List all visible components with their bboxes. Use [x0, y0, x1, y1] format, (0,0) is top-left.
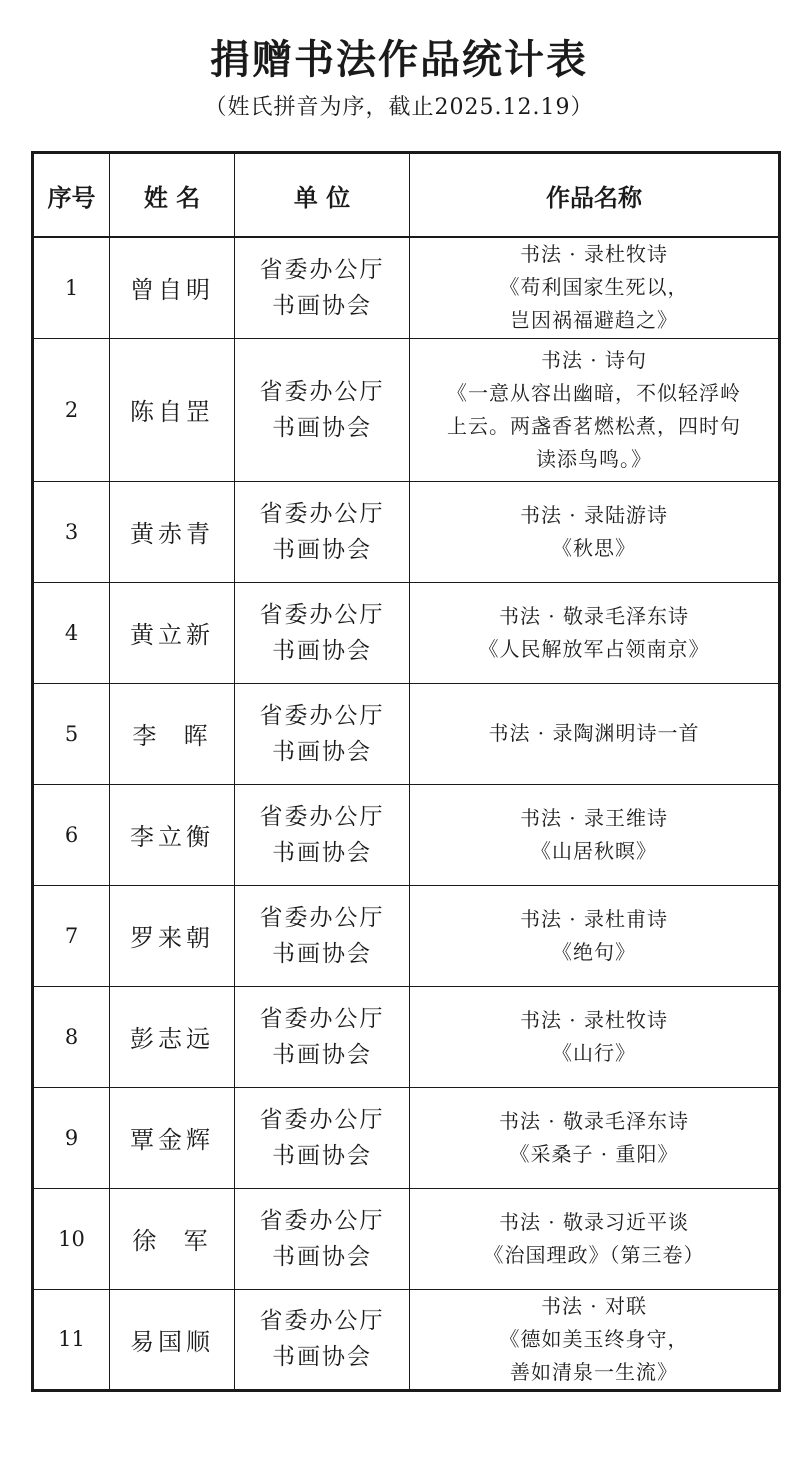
table-row	[33, 1289, 780, 1390]
cell-name: 陈自罡	[110, 338, 235, 481]
work-line: 善如清泉一生流》	[510, 1359, 678, 1384]
table-row	[33, 885, 780, 986]
cell-seq: 3	[33, 481, 110, 582]
page-title: 捐赠书法作品统计表	[210, 37, 588, 83]
cell-name: 李 晖	[110, 683, 235, 784]
table-row	[33, 481, 780, 582]
cell-seq: 2	[33, 338, 110, 481]
cell-name: 黄立新	[110, 582, 235, 683]
cell-work	[410, 1188, 780, 1289]
unit-line: 书画协会	[272, 414, 372, 441]
unit-line: 书画协会	[272, 292, 372, 319]
cell-work	[410, 237, 780, 338]
table-row	[33, 784, 780, 885]
unit-line: 省委办公厅	[259, 702, 385, 729]
unit-line: 省委办公厅	[259, 803, 385, 830]
unit-line: 书画协会	[272, 738, 372, 765]
unit-line: 省委办公厅	[259, 1005, 385, 1032]
header-work: 作品名称	[410, 153, 780, 238]
table-row	[33, 1087, 780, 1188]
cell-work	[410, 885, 780, 986]
work-line: 书法 · 敬录毛泽东诗	[498, 1108, 690, 1133]
unit-line: 省委办公厅	[259, 601, 385, 628]
unit-line: 省委办公厅	[259, 378, 385, 405]
cell-seq: 6	[33, 784, 110, 885]
work-line: 上云。两盏香茗燃松煮，四时句	[447, 413, 741, 438]
unit-line: 省委办公厅	[259, 904, 385, 931]
unit-line: 书画协会	[272, 1243, 372, 1270]
cell-unit	[235, 1289, 410, 1390]
work-line: 书法 · 对联	[540, 1293, 648, 1318]
unit-line: 省委办公厅	[259, 500, 385, 527]
cell-work	[410, 683, 780, 784]
cell-name: 罗来朝	[110, 885, 235, 986]
header-name: 姓 名	[110, 153, 235, 238]
cell-unit	[235, 1188, 410, 1289]
cell-seq: 4	[33, 582, 110, 683]
cell-name: 曾自明	[110, 237, 235, 338]
table-row	[33, 683, 780, 784]
cell-unit	[235, 986, 410, 1087]
cell-seq: 1	[33, 237, 110, 338]
work-line: 《绝句》	[552, 939, 636, 964]
unit-line: 省委办公厅	[259, 256, 385, 283]
cell-unit	[235, 1087, 410, 1188]
work-line: 书法 · 录杜牧诗	[519, 242, 669, 267]
cell-name: 黄赤青	[110, 481, 235, 582]
unit-line: 书画协会	[272, 1041, 372, 1068]
cell-seq: 11	[33, 1289, 110, 1390]
cell-seq: 5	[33, 683, 110, 784]
work-line: 书法 · 录杜甫诗	[519, 906, 669, 931]
work-line: 《秋思》	[552, 535, 636, 560]
unit-line: 书画协会	[272, 1344, 372, 1370]
unit-line: 省委办公厅	[259, 1308, 385, 1334]
cell-name: 李立衡	[110, 784, 235, 885]
work-line: 书法 · 录陆游诗	[519, 502, 669, 527]
table-body	[33, 237, 780, 1390]
cell-unit	[235, 784, 410, 885]
work-line: 《德如美玉终身守，	[499, 1326, 689, 1351]
work-line: 书法 · 录王维诗	[519, 805, 669, 830]
donation-table	[31, 151, 781, 1392]
cell-work	[410, 1289, 780, 1390]
cell-name: 易国顺	[110, 1289, 235, 1390]
table-row	[33, 237, 780, 338]
work-line: 《人民解放军占领南京》	[478, 636, 710, 661]
header-seq: 序号	[33, 153, 110, 238]
cell-name: 彭志远	[110, 986, 235, 1087]
cell-unit	[235, 481, 410, 582]
cell-unit	[235, 582, 410, 683]
work-line: 书法 · 诗句	[540, 347, 648, 372]
cell-unit	[235, 683, 410, 784]
cell-work	[410, 986, 780, 1087]
cell-work	[410, 1087, 780, 1188]
cell-seq: 10	[33, 1188, 110, 1289]
cell-seq: 8	[33, 986, 110, 1087]
cell-unit	[235, 237, 410, 338]
work-line: 《苟利国家生死以，	[499, 275, 689, 300]
unit-line: 书画协会	[272, 1142, 372, 1169]
work-line: 读添鸟鸣。》	[536, 446, 652, 471]
unit-line: 书画协会	[272, 839, 372, 866]
cell-unit	[235, 885, 410, 986]
table-row	[33, 338, 780, 481]
table-row	[33, 1188, 780, 1289]
work-line: 《山居秋暝》	[531, 838, 657, 863]
cell-name: 徐 军	[110, 1188, 235, 1289]
cell-work	[410, 481, 780, 582]
cell-name: 覃金辉	[110, 1087, 235, 1188]
table-header-row	[33, 153, 780, 238]
work-line: 《一意从容出幽暗，不似轻浮岭	[447, 380, 741, 405]
unit-line: 书画协会	[272, 940, 372, 967]
unit-line: 书画协会	[272, 536, 372, 563]
header-unit: 单 位	[235, 153, 410, 238]
unit-line: 省委办公厅	[259, 1207, 385, 1234]
cell-work	[410, 338, 780, 481]
work-line: 《山行》	[552, 1040, 636, 1065]
cell-seq: 9	[33, 1087, 110, 1188]
unit-line: 书画协会	[272, 637, 372, 664]
cell-work	[410, 582, 780, 683]
work-line: 《采桑子 · 重阳》	[509, 1141, 679, 1166]
unit-line: 省委办公厅	[259, 1106, 385, 1133]
work-line: 书法 · 敬录毛泽东诗	[498, 603, 690, 628]
work-line: 《治国理政》（第三卷）	[483, 1242, 705, 1267]
table-row	[33, 986, 780, 1087]
cell-unit	[235, 338, 410, 481]
cell-work	[410, 784, 780, 885]
cell-seq: 7	[33, 885, 110, 986]
work-line: 书法 · 敬录习近平谈	[498, 1209, 690, 1234]
work-line: 岂因祸福避趋之》	[510, 308, 678, 333]
page-subtitle: （姓氏拼音为序，截止2025.12.19）	[204, 95, 594, 120]
work-line: 书法 · 录陶渊明诗一首	[488, 721, 700, 745]
work-line: 书法 · 录杜牧诗	[519, 1007, 669, 1032]
table-row	[33, 582, 780, 683]
